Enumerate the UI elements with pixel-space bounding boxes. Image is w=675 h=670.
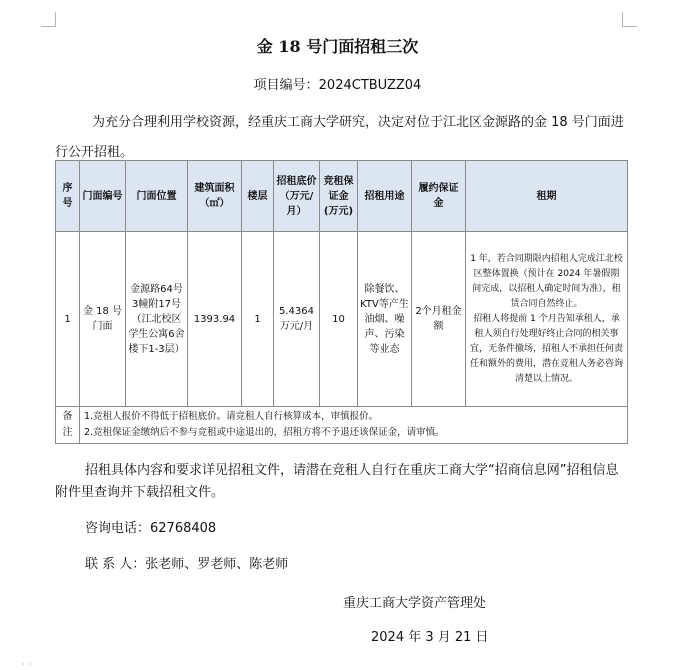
header-base-price: 招租底价（万元/月） xyxy=(274,161,320,232)
cell-term xyxy=(466,232,628,407)
date: 2024 年 3 月 21 日 xyxy=(371,630,489,645)
document-title: 金 18 号门面招租三次 xyxy=(256,37,419,56)
cell-no: 1 xyxy=(56,232,80,407)
header-performance-bond: 履约保证金 xyxy=(412,161,466,232)
project-number: 项目编号：2024CTBUZZ04 xyxy=(253,78,422,93)
header-floor: 楼层 xyxy=(242,161,274,232)
signature: 重庆工商大学资产管理处 xyxy=(343,596,487,611)
note-item-1: 1.竞租人报价不得低于招租底价。请竞租人自行核算成本，审慎报价。 xyxy=(84,411,379,422)
term-paragraph-1: 1 年，若合同期限内招租人完成江北校区整体置换（预计在 2024 年暑假期间完成，以招租人确定时间为准），租赁合同自然终止。 xyxy=(470,253,623,309)
page-corner-mark-right xyxy=(622,12,637,27)
table-row xyxy=(56,232,628,407)
term-paragraph-2: 招租人将提前 1 个月告知承租人，承租人须自行处理好终止合同的相关事宜，无条件撤场，招租人不承担任何责任和额外的费用，潜在竞租人务必咨询清楚以上情况。 xyxy=(470,313,624,384)
detail-paragraph: 招租具体内容和要求详见招租文件，请潜在竞租人自行在重庆工商大学“招商信息网”招租信息附件里查询并下载招租文件。 xyxy=(55,463,619,500)
cell-area: 1393.94 xyxy=(188,232,242,407)
cell-performance-bond: 2个月租金额 xyxy=(412,232,466,407)
cell-usage: 除餐饮、KTV等产生油烟、噪声、污染等业态 xyxy=(358,232,412,407)
header-term: 租期 xyxy=(466,161,628,232)
page-corner-mark-left xyxy=(41,12,56,27)
header-no: 序号 xyxy=(56,161,80,232)
page-dots: · · xyxy=(22,660,33,669)
contact-line: 联 系 人：张老师、罗老师、陈老师 xyxy=(85,557,289,572)
notes-row xyxy=(56,407,628,444)
rental-table xyxy=(55,160,628,444)
notes-label: 备注 xyxy=(56,407,80,444)
cell-location: 金源路64号3幢附17号（江北校区学生公寓6舍楼下1-3层） xyxy=(126,232,188,407)
note-item-2: 2.竞租保证金缴纳后不参与竞租或中途退出的，招租方将不予退还该保证金，请审慎。 xyxy=(84,427,445,438)
cell-deposit: 10 xyxy=(320,232,358,407)
cell-floor: 1 xyxy=(242,232,274,407)
table-header-row xyxy=(56,161,628,232)
header-unit: 门面编号 xyxy=(80,161,126,232)
header-area: 建筑面积（㎡） xyxy=(188,161,242,232)
header-location: 门面位置 xyxy=(126,161,188,232)
cell-base-price: 5.4364万元/月 xyxy=(274,232,320,407)
header-usage: 招租用途 xyxy=(358,161,412,232)
header-deposit: 竞租保证金(万元) xyxy=(320,161,358,232)
intro-paragraph: 为充分合理利用学校资源，经重庆工商大学研究，决定对位于江北区金源路的金 18 号门面进行公开招租。 xyxy=(55,115,624,160)
cell-unit: 金 18 号门面 xyxy=(80,232,126,407)
phone-line: 咨询电话：62768408 xyxy=(85,521,217,536)
notes-cell xyxy=(80,407,628,444)
